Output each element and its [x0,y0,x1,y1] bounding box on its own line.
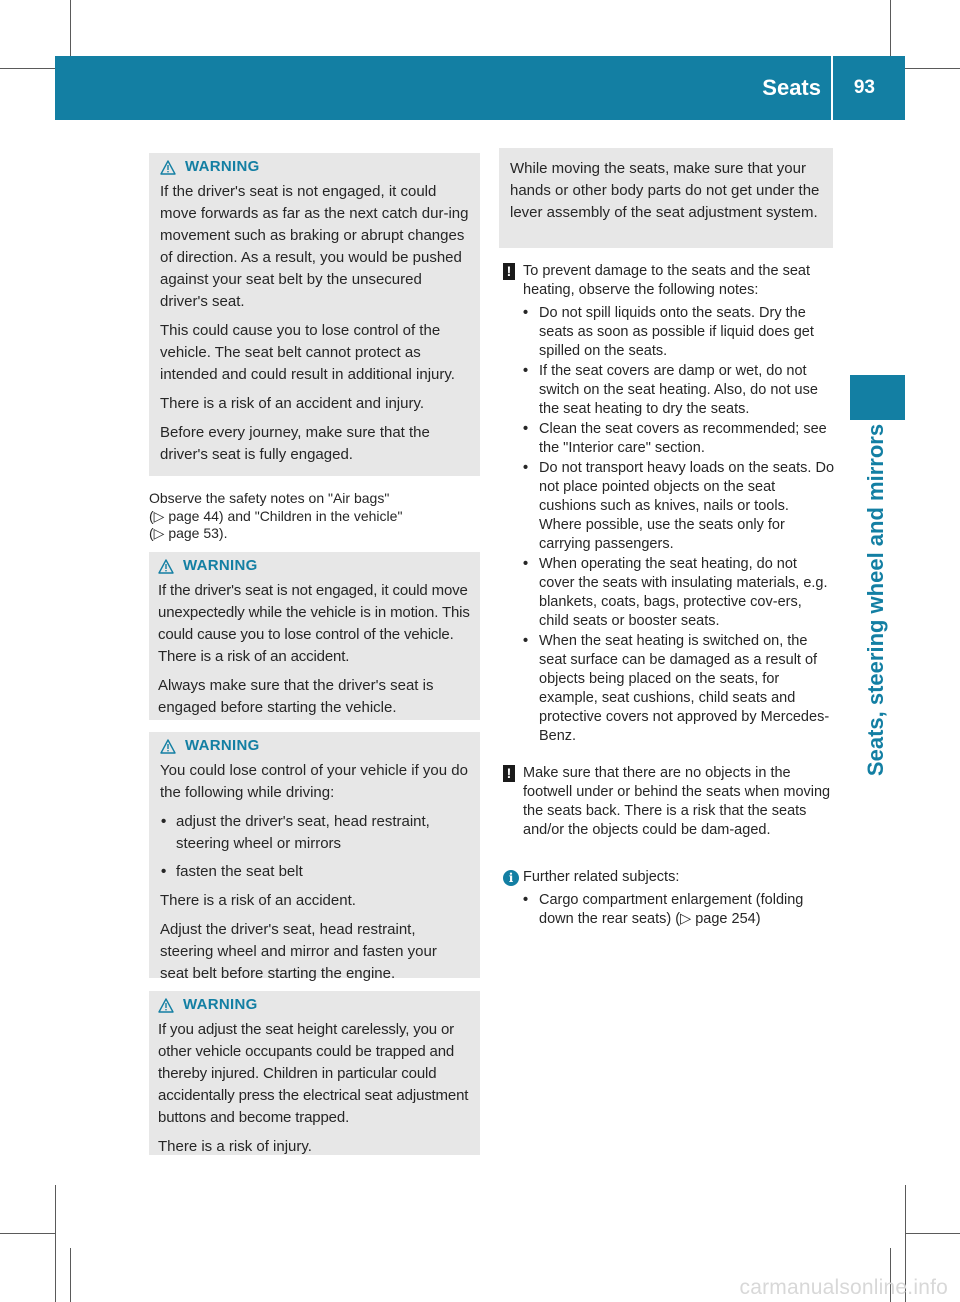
side-tab-label [856,423,896,777]
warning-paragraph: Adjust the driver's seat, head restraint, steering wheel and mirror and fasten your seat belt before starting the engine. [160,921,437,982]
warning-paragraph: Always make sure that the driver's seat is engaged before starting the vehicle. [158,677,434,716]
warning-heading: WARNING [158,557,471,575]
warning-paragraph: If the driver's seat is not engaged, it could move forwards as far as the next catch dur-ing movement such as braking or abrupt changes of direction. As a result, you would be pushed against your seat belt by the unsecured driver's seat. [160,183,469,310]
warning-paragraph: If you adjust the seat height carelessly, you or other vehicle occupants could be trapped and thereby injured. Children in particular could accidentally press the electrical seat adjustment buttons and become trapped. [158,1021,469,1126]
watermark: carmanualsonline.info [739,1276,948,1299]
crop-mark [905,1233,960,1234]
safety-notes-text: Observe the safety notes on "Air bags" (▷ page 44) and "Children in the vehicle" (▷ page 53). [149,490,480,543]
page-number: 93 [853,77,875,98]
list-item: • Clean the seat covers as recommended; see the "Interior care" section. [523,420,835,458]
crop-mark [905,68,960,69]
side-tab-marker [850,375,905,420]
note-bullet-list [523,304,835,746]
note-text: To prevent damage to the seats and the seat heating, observe the following notes: [523,263,810,298]
exclamation-icon: ! [503,263,515,280]
warning-paragraph: Before every journey, make sure that the driver's seat is fully engaged. [160,424,430,463]
warning-heading: WARNING [158,996,471,1014]
page-reference-link[interactable]: • Cargo compartment enlargement (folding down the rear seats) (▷ page 254) [523,891,835,929]
warning-triangle-icon [158,998,174,1013]
exclamation-icon: ! [503,765,515,782]
note-text: Make sure that there are no objects in the footwell under or behind the seats when moving the seats back. There is a risk that the seats and/or the objects could be dam-aged. [523,765,831,838]
list-item: • If the seat covers are damp or wet, do not switch on the seat heating. Also, do not use the seat heating to dry the seats. [523,362,835,419]
page-reference-link[interactable]: (▷ page 44) and "Children in the vehicle" [149,507,403,524]
damage-note-1 [503,262,835,747]
warning-box-2 [149,552,480,720]
warning-paragraph: If the driver's seat is not engaged, it could move unexpectedly while the vehicle is in motion. This could cause you to lose control of the vehicle. There is a risk of an accident. [158,582,470,665]
caution-box [499,148,833,248]
crop-mark [0,68,55,69]
warning-box-3 [149,732,480,982]
warning-triangle-icon [160,739,176,754]
warning-paragraph: There is a risk of injury. [158,1138,312,1155]
warning-heading: WARNING [160,158,469,176]
warning-box-4 [149,991,480,1155]
damage-note-2 [503,764,835,840]
crop-mark [890,0,891,56]
list-item: • adjust the driver's seat, head restraint, steering wheel or mirrors [160,811,469,855]
side-tab-text: Seats, steering wheel and mirrors [863,423,888,777]
page-header [55,56,905,120]
warning-triangle-icon [160,160,176,175]
info-bullet-list [523,891,835,929]
header-divider [831,56,833,120]
crop-mark [70,1248,71,1302]
page-reference-link[interactable]: (▷ page 53). [149,525,228,541]
warning-box-1 [149,153,480,476]
caution-text: While moving the seats, make sure that your hands or other body parts do not get under the lever assembly of the seat adjustment system. [510,160,820,221]
info-note [503,868,835,930]
warning-bullet-list [160,811,469,883]
crop-mark [70,0,71,56]
page-title: Seats [762,75,821,100]
list-item: • When operating the seat heating, do not cover the seats with insulating materials, e.g. blankets, coats, bags, protective cov-ers, child seats or booster seats. [523,555,835,631]
list-item: • Do not transport heavy loads on the seats. Do not place pointed objects on the seat cushions such as knives, nails or tools. Where possible, use the seats only for carrying passengers. [523,459,835,554]
list-item: • fasten the seat belt [160,861,469,883]
list-item: • When the seat heating is switched on, the seat surface can be damaged as a result of objects being placed on the seats, for example, seat cushions, child seats and protective covers not approved by Mercedes-Benz. [523,632,835,746]
crop-mark [55,1185,56,1302]
list-item: • Do not spill liquids onto the seats. Dry the seats as soon as possible if liquid does get spilled on the seats. [523,304,835,361]
info-text: Further related subjects: [523,869,680,885]
crop-mark [0,1233,55,1234]
warning-paragraph: There is a risk of an accident. [160,892,356,909]
warning-heading: WARNING [160,737,469,755]
warning-paragraph: You could lose control of your vehicle if you do the following while driving: [160,762,468,801]
warning-triangle-icon [158,559,174,574]
info-icon: i [503,870,519,886]
warning-paragraph: This could cause you to lose control of the vehicle. The seat belt cannot protect as intended and could result in additional injury. [160,322,455,383]
warning-paragraph: There is a risk of an accident and injury. [160,395,425,412]
